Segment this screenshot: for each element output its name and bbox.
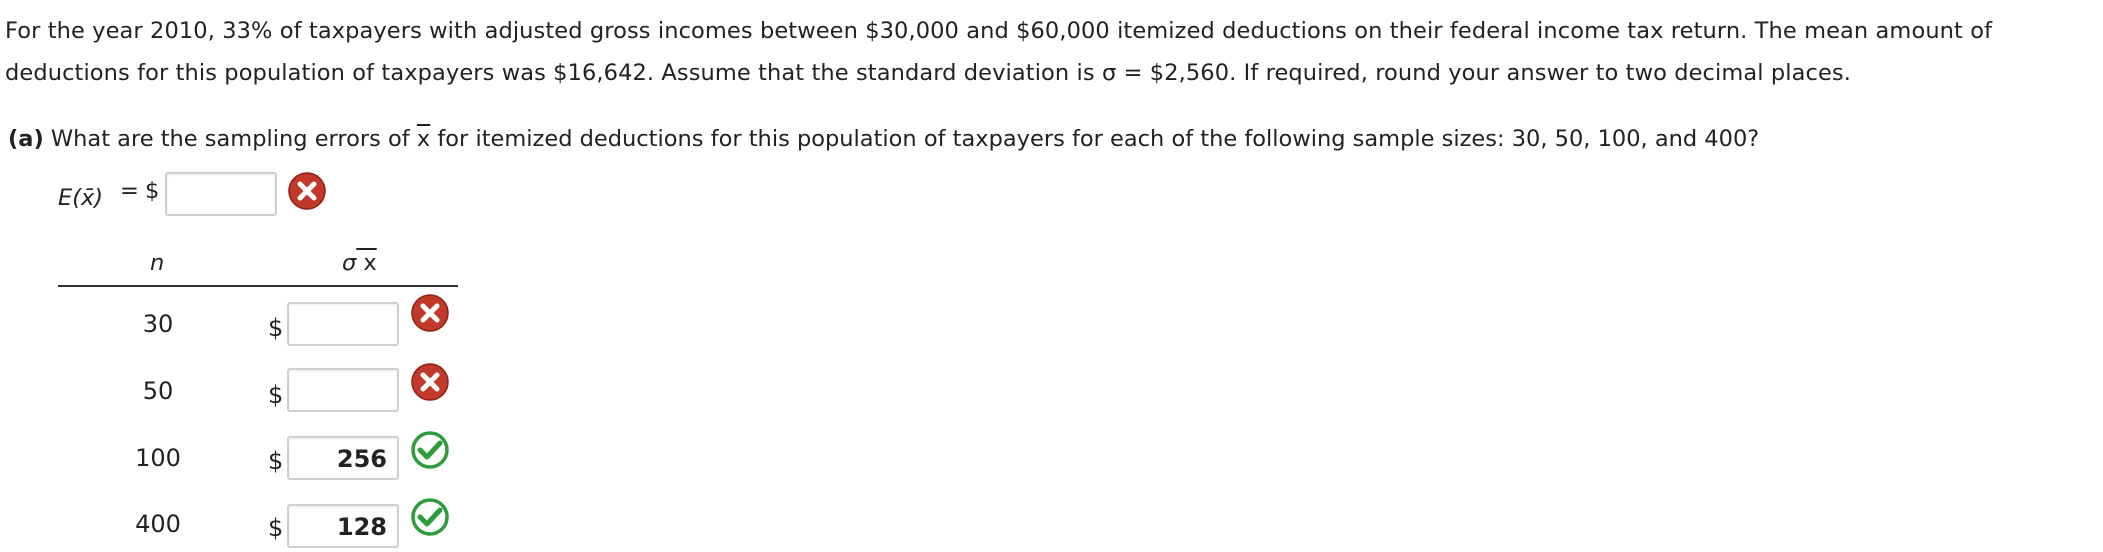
problem-intro: For the year 2010, 33% of taxpayers with adjusted gross incomes between $30,000 and $60,000 itemized deductions on their federal income tax return. The mean amount of deductions for this population of taxpayers was $16,642. Assume that the standard deviation is σ = $2,560. If required, round your answer to two decimal places. [5,18,1993,86]
sigma-input-100[interactable] [287,436,399,480]
expected-value-label: E(x̄) [58,185,104,211]
part-a-question [8,121,1759,157]
question-pre: What are the sampling errors of [50,126,410,152]
row-currency: $ [268,314,284,342]
table-header-rule [58,285,458,287]
expected-value-equals: = [120,178,139,204]
expected-value-currency: $ [145,178,160,204]
column-header-n: n [150,250,165,276]
row-n-100: 100 [135,444,181,472]
part-a-label: (a) [8,126,44,152]
incorrect-icon [287,171,327,211]
row-currency: $ [268,447,284,475]
row-n-50: 50 [142,377,174,405]
sigma-input-30[interactable] [287,302,399,346]
incorrect-icon [410,362,450,402]
sigma-input-400[interactable] [287,504,399,548]
row-n-30: 30 [142,310,174,338]
xbar-symbol: $\overline{x}$ [416,126,431,152]
row-currency: $ [268,514,284,542]
correct-check-icon [410,430,450,470]
expected-value-input[interactable] [165,172,277,216]
sigma-input-50[interactable] [287,368,399,412]
correct-check-icon [410,497,450,537]
incorrect-icon [410,293,450,333]
row-currency: $ [268,381,284,409]
question-post: for itemized deductions for this population of taxpayers for each of the following sample sizes: 30, 50, 100, and 400? [437,126,1760,152]
column-header-sigma-xbar: σ x [342,250,377,276]
row-n-400: 400 [135,510,181,538]
